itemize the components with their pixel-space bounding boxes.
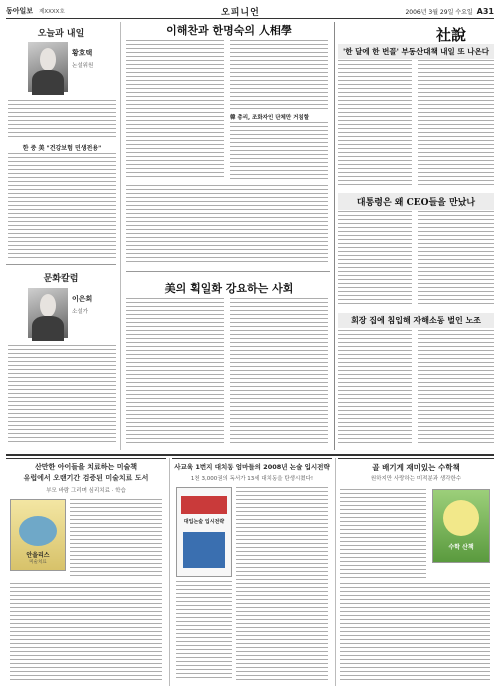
newspaper-name: 동아일보 제XXXX호	[6, 7, 65, 15]
center-top-headline: 이해찬과 한명숙의 人相學	[166, 24, 292, 37]
culture-column-body	[8, 345, 116, 445]
editorial-title-2: 대통령은 왜 CEO들을 만났나	[338, 193, 494, 210]
ad2-book-band	[181, 496, 227, 514]
page-number: A31	[476, 7, 494, 16]
ad1-book-label: 안을리스	[26, 552, 50, 559]
editorial-label: 社說	[436, 26, 467, 44]
today-view-body-2	[8, 153, 116, 258]
editorial-3-body-right	[418, 330, 494, 446]
page-header	[6, 5, 494, 19]
center-top-body-left	[126, 40, 224, 180]
editorial-1-body-left	[338, 60, 412, 188]
editorial-1-body-right	[418, 60, 494, 188]
date-and-page	[405, 7, 494, 16]
ad1-title-1: 산만한 아이들을 치료하는 미술책	[35, 463, 137, 471]
ad-math-book[interactable]	[338, 458, 494, 686]
ad3-book-cover	[432, 489, 490, 563]
today-view-body-1	[8, 100, 116, 140]
editorial-2-body-left	[338, 211, 412, 307]
ad2-body-left	[176, 581, 232, 681]
ad3-book-label: 수학 산책	[448, 544, 474, 551]
ad1-subtitle: 부모 바람 그리며 심리치료 · 학습	[46, 488, 126, 494]
ad3-body-1	[340, 489, 426, 579]
ad1-body-1	[70, 499, 162, 579]
ad1-title-2: 유럽에서 오랜기간 검증된 미술치료 도서	[23, 474, 149, 482]
ad1-book-cover	[10, 499, 66, 571]
author-name-lee: 이은희	[72, 295, 93, 303]
ad2-title: 사교육 1번지 대치동 엄마들의 2008년 논술 입시전략	[174, 463, 330, 471]
ad3-subtitle: 원하지만 사랑하는 미적분과 생각한수	[370, 476, 462, 482]
issue-date: 2006년 3월 29일 수요일	[405, 9, 473, 16]
author-photo-lee	[28, 288, 68, 338]
ad3-body-2	[340, 583, 490, 681]
center-top-subhead: 韓 총리, 조화자인 단체만 거침할	[230, 115, 310, 121]
center-top-body-bottom	[126, 185, 328, 265]
ad2-book-tag: 대입논술 입시전략	[183, 519, 225, 525]
culture-column-label: 문화칼럼	[43, 274, 79, 284]
ad-art-therapy-book[interactable]	[6, 458, 166, 686]
ad2-body	[236, 487, 328, 681]
today-view-subhead: 한 중 美 "건강보험 민생전용"	[22, 145, 102, 152]
ad3-book-illustration	[443, 500, 479, 536]
section-title: 오피니언	[221, 8, 260, 18]
center-mid-body-right	[230, 298, 328, 446]
editorial-3-body-left	[338, 330, 412, 446]
edition-number: 제XXXX호	[39, 9, 65, 15]
editorial-title-3: 회장 집에 침입해 자해소동 벌인 노조	[338, 313, 494, 328]
author-title-hwang: 논설위원	[72, 63, 94, 69]
center-mid-body-left	[126, 298, 224, 446]
author-photo-hwang	[28, 42, 68, 92]
center-top-body-right-1	[230, 40, 328, 110]
ad1-book-illustration	[19, 516, 57, 546]
editorial-title-1: '한 달에 한 번꼴' 부동산대책 내일 또 나온다	[338, 44, 494, 59]
author-name-hwang: 황호택	[72, 49, 93, 57]
ad3-title: 골 배기게 재미있는 수학책	[372, 463, 460, 472]
ad2-book-cover	[176, 487, 232, 577]
ad1-book-sublabel: 미술치료	[29, 560, 47, 565]
ad2-book-illustration	[183, 532, 225, 568]
ad-essay-strategy-book[interactable]	[172, 458, 332, 686]
editorial-2-body-right	[418, 211, 494, 307]
today-view-label: 오늘과 내일	[37, 29, 85, 39]
ad2-subtitle: 1천 3,000권의 독서가 13세 대치동을 탄생시켰다!	[190, 476, 314, 482]
author-title-lee: 소설가	[72, 309, 88, 315]
center-mid-headline: 美의 획일화 강요하는 사회	[164, 282, 294, 295]
center-top-body-right-2	[230, 122, 328, 180]
ad1-body-2	[10, 583, 162, 681]
